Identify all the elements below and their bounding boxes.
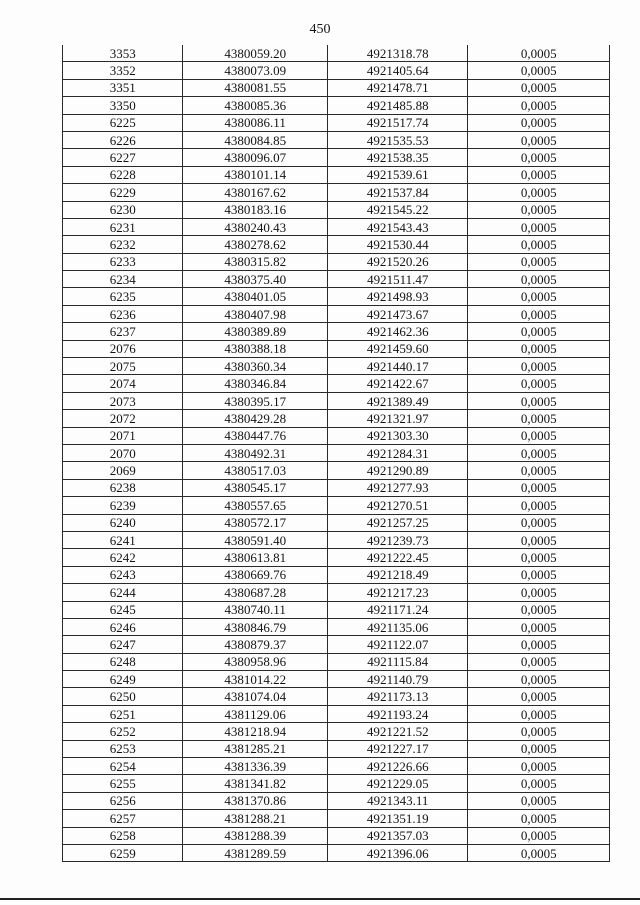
y-coordinate-cell: 4921498.93 (327, 288, 468, 305)
y-coordinate-cell: 4921321.97 (327, 410, 468, 427)
point-number-cell: 6225 (63, 114, 183, 131)
table-row (63, 688, 610, 705)
x-coordinate-cell: 4380346.84 (183, 375, 328, 392)
y-coordinate-cell: 4921290.89 (327, 462, 468, 479)
table-row (63, 375, 610, 392)
point-number-cell: 2076 (63, 340, 183, 357)
table-row (63, 131, 610, 148)
x-coordinate-cell: 4380591.40 (183, 531, 328, 548)
tolerance-cell: 0,0005 (468, 636, 610, 653)
point-number-cell: 6244 (63, 584, 183, 601)
table-row (63, 444, 610, 461)
tolerance-cell: 0,0005 (468, 288, 610, 305)
x-coordinate-cell: 4380407.98 (183, 305, 328, 322)
x-coordinate-cell: 4380167.62 (183, 184, 328, 201)
point-number-cell: 6229 (63, 184, 183, 201)
x-coordinate-cell: 4380613.81 (183, 549, 328, 566)
y-coordinate-cell: 4921351.19 (327, 810, 468, 827)
x-coordinate-cell: 4380085.36 (183, 97, 328, 114)
point-number-cell: 6238 (63, 479, 183, 496)
tolerance-cell: 0,0005 (468, 740, 610, 757)
point-number-cell: 6242 (63, 549, 183, 566)
y-coordinate-cell: 4921539.61 (327, 166, 468, 183)
tolerance-cell: 0,0005 (468, 775, 610, 792)
table-row (63, 601, 610, 618)
table-row (63, 253, 610, 270)
table-row (63, 184, 610, 201)
tolerance-cell: 0,0005 (468, 705, 610, 722)
tolerance-cell: 0,0005 (468, 305, 610, 322)
point-number-cell: 6227 (63, 149, 183, 166)
table-row (63, 305, 610, 322)
tolerance-cell: 0,0005 (468, 601, 610, 618)
table-row (63, 497, 610, 514)
tolerance-cell: 0,0005 (468, 514, 610, 531)
point-number-cell: 6245 (63, 601, 183, 618)
table-row (63, 671, 610, 688)
table-row (63, 62, 610, 79)
point-number-cell: 6243 (63, 566, 183, 583)
tolerance-cell: 0,0005 (468, 531, 610, 548)
y-coordinate-cell: 4921530.44 (327, 236, 468, 253)
point-number-cell: 6230 (63, 201, 183, 218)
y-coordinate-cell: 4921520.26 (327, 253, 468, 270)
y-coordinate-cell: 4921221.52 (327, 723, 468, 740)
point-number-cell: 6226 (63, 131, 183, 148)
y-coordinate-cell: 4921537.84 (327, 184, 468, 201)
y-coordinate-cell: 4921222.45 (327, 549, 468, 566)
tolerance-cell: 0,0005 (468, 340, 610, 357)
y-coordinate-cell: 4921318.78 (327, 45, 468, 62)
tolerance-cell: 0,0005 (468, 723, 610, 740)
x-coordinate-cell: 4380278.62 (183, 236, 328, 253)
x-coordinate-cell: 4380315.82 (183, 253, 328, 270)
tolerance-cell: 0,0005 (468, 358, 610, 375)
x-coordinate-cell: 4381288.39 (183, 827, 328, 844)
point-number-cell: 6234 (63, 271, 183, 288)
table-row (63, 810, 610, 827)
bottom-rule (0, 898, 640, 900)
x-coordinate-cell: 4381074.04 (183, 688, 328, 705)
tolerance-cell: 0,0005 (468, 62, 610, 79)
x-coordinate-cell: 4381288.21 (183, 810, 328, 827)
y-coordinate-cell: 4921229.05 (327, 775, 468, 792)
point-number-cell: 3353 (63, 45, 183, 62)
coordinates-table (62, 45, 610, 862)
y-coordinate-cell: 4921422.67 (327, 375, 468, 392)
point-number-cell: 6247 (63, 636, 183, 653)
tolerance-cell: 0,0005 (468, 758, 610, 775)
table-row (63, 45, 610, 62)
tolerance-cell: 0,0005 (468, 97, 610, 114)
table-row (63, 166, 610, 183)
y-coordinate-cell: 4921173.13 (327, 688, 468, 705)
y-coordinate-cell: 4921535.53 (327, 131, 468, 148)
table-row (63, 653, 610, 670)
tolerance-cell: 0,0005 (468, 444, 610, 461)
page-number: 450 (309, 22, 331, 37)
x-coordinate-cell: 4381336.39 (183, 758, 328, 775)
tolerance-cell: 0,0005 (468, 323, 610, 340)
table-row (63, 740, 610, 757)
point-number-cell: 6233 (63, 253, 183, 270)
x-coordinate-cell: 4380240.43 (183, 218, 328, 235)
x-coordinate-cell: 4380740.11 (183, 601, 328, 618)
x-coordinate-cell: 4381285.21 (183, 740, 328, 757)
y-coordinate-cell: 4921405.64 (327, 62, 468, 79)
point-number-cell: 6231 (63, 218, 183, 235)
y-coordinate-cell: 4921270.51 (327, 497, 468, 514)
table-row (63, 323, 610, 340)
table-row (63, 288, 610, 305)
y-coordinate-cell: 4921115.84 (327, 653, 468, 670)
table-row (63, 531, 610, 548)
table-row (63, 97, 610, 114)
table-row (63, 636, 610, 653)
point-number-cell: 2073 (63, 392, 183, 409)
tolerance-cell: 0,0005 (468, 184, 610, 201)
table-row (63, 775, 610, 792)
y-coordinate-cell: 4921135.06 (327, 618, 468, 635)
y-coordinate-cell: 4921284.31 (327, 444, 468, 461)
table-row (63, 236, 610, 253)
point-number-cell: 6237 (63, 323, 183, 340)
table-row (63, 758, 610, 775)
point-number-cell: 2074 (63, 375, 183, 392)
table-row (63, 201, 610, 218)
tolerance-cell: 0,0005 (468, 114, 610, 131)
tolerance-cell: 0,0005 (468, 45, 610, 62)
x-coordinate-cell: 4380081.55 (183, 79, 328, 96)
y-coordinate-cell: 4921538.35 (327, 149, 468, 166)
x-coordinate-cell: 4380086.11 (183, 114, 328, 131)
y-coordinate-cell: 4921140.79 (327, 671, 468, 688)
tolerance-cell: 0,0005 (468, 149, 610, 166)
tolerance-cell: 0,0005 (468, 236, 610, 253)
x-coordinate-cell: 4380360.34 (183, 358, 328, 375)
y-coordinate-cell: 4921122.07 (327, 636, 468, 653)
point-number-cell: 2070 (63, 444, 183, 461)
y-coordinate-cell: 4921239.73 (327, 531, 468, 548)
tolerance-cell: 0,0005 (468, 792, 610, 809)
y-coordinate-cell: 4921193.24 (327, 705, 468, 722)
tolerance-cell: 0,0005 (468, 201, 610, 218)
table-row (63, 566, 610, 583)
x-coordinate-cell: 4380687.28 (183, 584, 328, 601)
x-coordinate-cell: 4380388.18 (183, 340, 328, 357)
tolerance-cell: 0,0005 (468, 566, 610, 583)
table-row (63, 479, 610, 496)
table-row (63, 427, 610, 444)
x-coordinate-cell: 4380101.14 (183, 166, 328, 183)
point-number-cell: 6258 (63, 827, 183, 844)
x-coordinate-cell: 4380572.17 (183, 514, 328, 531)
point-number-cell: 2072 (63, 410, 183, 427)
y-coordinate-cell: 4921218.49 (327, 566, 468, 583)
y-coordinate-cell: 4921343.11 (327, 792, 468, 809)
table-row (63, 827, 610, 844)
table-row (63, 844, 610, 861)
y-coordinate-cell: 4921226.66 (327, 758, 468, 775)
y-coordinate-cell: 4921473.67 (327, 305, 468, 322)
tolerance-cell: 0,0005 (468, 549, 610, 566)
y-coordinate-cell: 4921303.30 (327, 427, 468, 444)
tolerance-cell: 0,0005 (468, 462, 610, 479)
table-row (63, 114, 610, 131)
table-row (63, 514, 610, 531)
x-coordinate-cell: 4380073.09 (183, 62, 328, 79)
x-coordinate-cell: 4380557.65 (183, 497, 328, 514)
x-coordinate-cell: 4381129.06 (183, 705, 328, 722)
table-row (63, 462, 610, 479)
x-coordinate-cell: 4380958.96 (183, 653, 328, 670)
x-coordinate-cell: 4381014.22 (183, 671, 328, 688)
x-coordinate-cell: 4380447.76 (183, 427, 328, 444)
table-row (63, 705, 610, 722)
point-number-cell: 3350 (63, 97, 183, 114)
tolerance-cell: 0,0005 (468, 479, 610, 496)
point-number-cell: 6254 (63, 758, 183, 775)
tolerance-cell: 0,0005 (468, 166, 610, 183)
x-coordinate-cell: 4380375.40 (183, 271, 328, 288)
x-coordinate-cell: 4380084.85 (183, 131, 328, 148)
y-coordinate-cell: 4921396.06 (327, 844, 468, 861)
x-coordinate-cell: 4380669.76 (183, 566, 328, 583)
x-coordinate-cell: 4381341.82 (183, 775, 328, 792)
y-coordinate-cell: 4921217.23 (327, 584, 468, 601)
y-coordinate-cell: 4921517.74 (327, 114, 468, 131)
point-number-cell: 6252 (63, 723, 183, 740)
tolerance-cell: 0,0005 (468, 271, 610, 288)
table-row (63, 723, 610, 740)
x-coordinate-cell: 4381370.86 (183, 792, 328, 809)
table-row (63, 271, 610, 288)
x-coordinate-cell: 4380183.16 (183, 201, 328, 218)
table-row (63, 79, 610, 96)
tolerance-cell: 0,0005 (468, 375, 610, 392)
point-number-cell: 6250 (63, 688, 183, 705)
x-coordinate-cell: 4380401.05 (183, 288, 328, 305)
y-coordinate-cell: 4921357.03 (327, 827, 468, 844)
point-number-cell: 6232 (63, 236, 183, 253)
point-number-cell: 2075 (63, 358, 183, 375)
tolerance-cell: 0,0005 (468, 253, 610, 270)
y-coordinate-cell: 4921171.24 (327, 601, 468, 618)
point-number-cell: 6249 (63, 671, 183, 688)
y-coordinate-cell: 4921459.60 (327, 340, 468, 357)
y-coordinate-cell: 4921227.17 (327, 740, 468, 757)
point-number-cell: 3352 (63, 62, 183, 79)
table-row (63, 792, 610, 809)
point-number-cell: 6257 (63, 810, 183, 827)
tolerance-cell: 0,0005 (468, 427, 610, 444)
y-coordinate-cell: 4921462.36 (327, 323, 468, 340)
tolerance-cell: 0,0005 (468, 131, 610, 148)
x-coordinate-cell: 4380492.31 (183, 444, 328, 461)
y-coordinate-cell: 4921545.22 (327, 201, 468, 218)
x-coordinate-cell: 4380517.03 (183, 462, 328, 479)
point-number-cell: 6236 (63, 305, 183, 322)
x-coordinate-cell: 4380395.17 (183, 392, 328, 409)
x-coordinate-cell: 4381289.59 (183, 844, 328, 861)
x-coordinate-cell: 4380096.07 (183, 149, 328, 166)
y-coordinate-cell: 4921440.17 (327, 358, 468, 375)
tolerance-cell: 0,0005 (468, 79, 610, 96)
tolerance-cell: 0,0005 (468, 688, 610, 705)
point-number-cell: 2069 (63, 462, 183, 479)
table-row (63, 618, 610, 635)
point-number-cell: 6240 (63, 514, 183, 531)
table-row (63, 149, 610, 166)
point-number-cell: 6259 (63, 844, 183, 861)
x-coordinate-cell: 4380545.17 (183, 479, 328, 496)
x-coordinate-cell: 4380059.20 (183, 45, 328, 62)
point-number-cell: 6246 (63, 618, 183, 635)
table-row (63, 584, 610, 601)
x-coordinate-cell: 4380879.37 (183, 636, 328, 653)
point-number-cell: 2071 (63, 427, 183, 444)
y-coordinate-cell: 4921478.71 (327, 79, 468, 96)
tolerance-cell: 0,0005 (468, 392, 610, 409)
point-number-cell: 6241 (63, 531, 183, 548)
x-coordinate-cell: 4381218.94 (183, 723, 328, 740)
tolerance-cell: 0,0005 (468, 584, 610, 601)
point-number-cell: 6251 (63, 705, 183, 722)
table-row (63, 358, 610, 375)
table-row (63, 340, 610, 357)
tolerance-cell: 0,0005 (468, 497, 610, 514)
table-row (63, 410, 610, 427)
point-number-cell: 6228 (63, 166, 183, 183)
tolerance-cell: 0,0005 (468, 671, 610, 688)
point-number-cell: 6256 (63, 792, 183, 809)
y-coordinate-cell: 4921277.93 (327, 479, 468, 496)
point-number-cell: 6239 (63, 497, 183, 514)
y-coordinate-cell: 4921511.47 (327, 271, 468, 288)
tolerance-cell: 0,0005 (468, 653, 610, 670)
tolerance-cell: 0,0005 (468, 810, 610, 827)
x-coordinate-cell: 4380846.79 (183, 618, 328, 635)
x-coordinate-cell: 4380389.89 (183, 323, 328, 340)
y-coordinate-cell: 4921543.43 (327, 218, 468, 235)
point-number-cell: 6255 (63, 775, 183, 792)
x-coordinate-cell: 4380429.28 (183, 410, 328, 427)
tolerance-cell: 0,0005 (468, 410, 610, 427)
y-coordinate-cell: 4921257.25 (327, 514, 468, 531)
tolerance-cell: 0,0005 (468, 218, 610, 235)
point-number-cell: 6248 (63, 653, 183, 670)
table-row (63, 549, 610, 566)
y-coordinate-cell: 4921485.88 (327, 97, 468, 114)
tolerance-cell: 0,0005 (468, 844, 610, 861)
table-row (63, 218, 610, 235)
table-row (63, 392, 610, 409)
point-number-cell: 6235 (63, 288, 183, 305)
point-number-cell: 3351 (63, 79, 183, 96)
tolerance-cell: 0,0005 (468, 618, 610, 635)
y-coordinate-cell: 4921389.49 (327, 392, 468, 409)
tolerance-cell: 0,0005 (468, 827, 610, 844)
point-number-cell: 6253 (63, 740, 183, 757)
